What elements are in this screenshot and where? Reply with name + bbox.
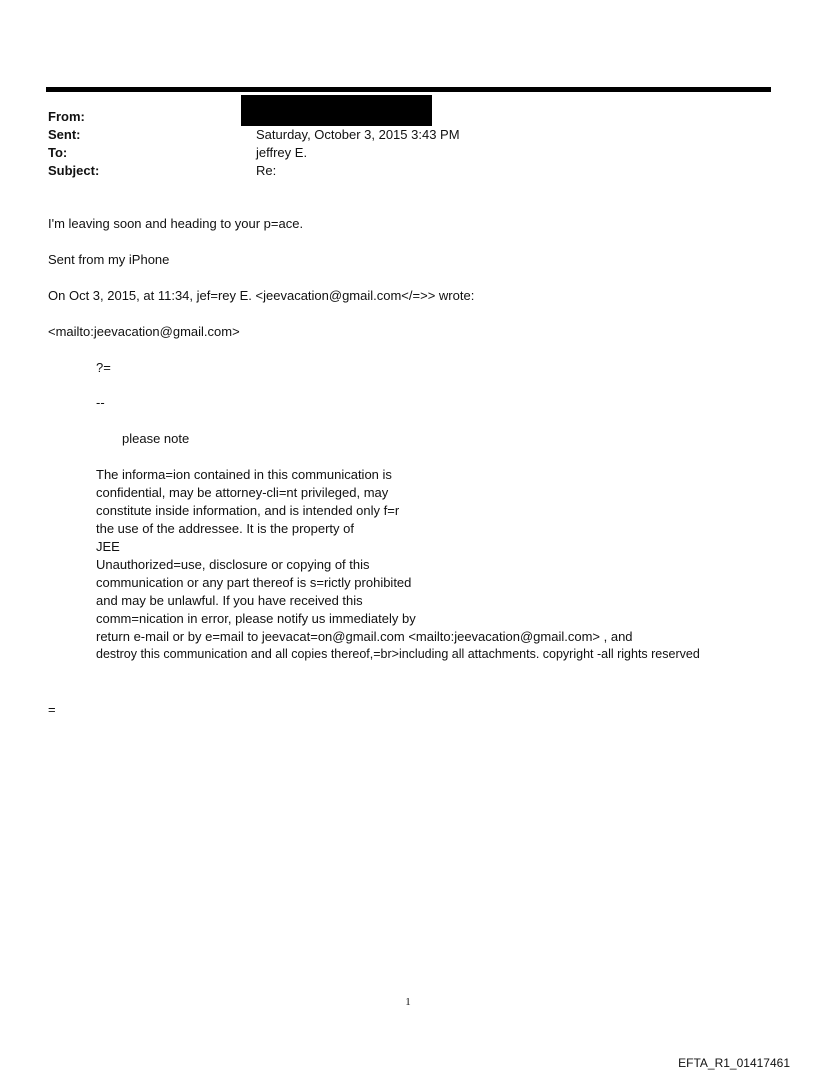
to-value: jeffrey E. xyxy=(256,145,308,160)
quoted-mark: ?= xyxy=(96,360,111,375)
disclaimer-line: comm=nication in error, please notify us immediately by xyxy=(96,611,416,626)
quote-intro: On Oct 3, 2015, at 11:34, jef=rey E. <jeevacation@gmail.com</=>> wrote: xyxy=(48,288,475,303)
subject-value: Re: xyxy=(256,163,277,178)
sent-label: Sent: xyxy=(48,127,81,142)
from-label: From: xyxy=(48,109,85,124)
please-note: please note xyxy=(122,431,190,446)
disclaimer-line: confidential, may be attorney-cli=nt privileged, may xyxy=(96,485,389,500)
page-number: 1 xyxy=(405,996,411,1008)
bates-number: EFTA_R1_01417461 xyxy=(678,1056,790,1070)
disclaimer-line: and may be unlawful. If you have received this xyxy=(96,593,363,608)
sent-value: Saturday, October 3, 2015 3:43 PM xyxy=(256,127,460,142)
disclaimer-line: destroy this communication and all copies thereof,=br>including all attachments. copyright -all rights reserved xyxy=(96,647,700,661)
disclaimer-line: constitute inside information, and is intended only f=r xyxy=(96,503,400,518)
redaction-box xyxy=(241,95,432,126)
dash-separator: -- xyxy=(96,395,105,410)
signature: Sent from my iPhone xyxy=(48,252,170,267)
disclaimer-line: The informa=ion contained in this communication is xyxy=(96,467,392,482)
disclaimer-line: JEE xyxy=(96,539,120,554)
subject-label: Subject: xyxy=(48,163,100,178)
mailto-line: <mailto:jeevacation@gmail.com> xyxy=(48,324,240,339)
trailing-mark: = xyxy=(48,702,56,717)
to-label: To: xyxy=(48,145,68,160)
disclaimer-line: the use of the addressee. It is the property of xyxy=(96,521,354,536)
header-rule xyxy=(46,87,771,92)
disclaimer-line: Unauthorized=use, disclosure or copying of this xyxy=(96,557,370,572)
disclaimer-line: return e-mail or by e=mail to jeevacat=on@gmail.com <mailto:jeevacation@gmail.com> , and xyxy=(96,629,633,644)
disclaimer-line: communication or any part thereof is s=rictly prohibited xyxy=(96,575,412,590)
message-body: I'm leaving soon and heading to your p=ace. xyxy=(48,216,304,231)
